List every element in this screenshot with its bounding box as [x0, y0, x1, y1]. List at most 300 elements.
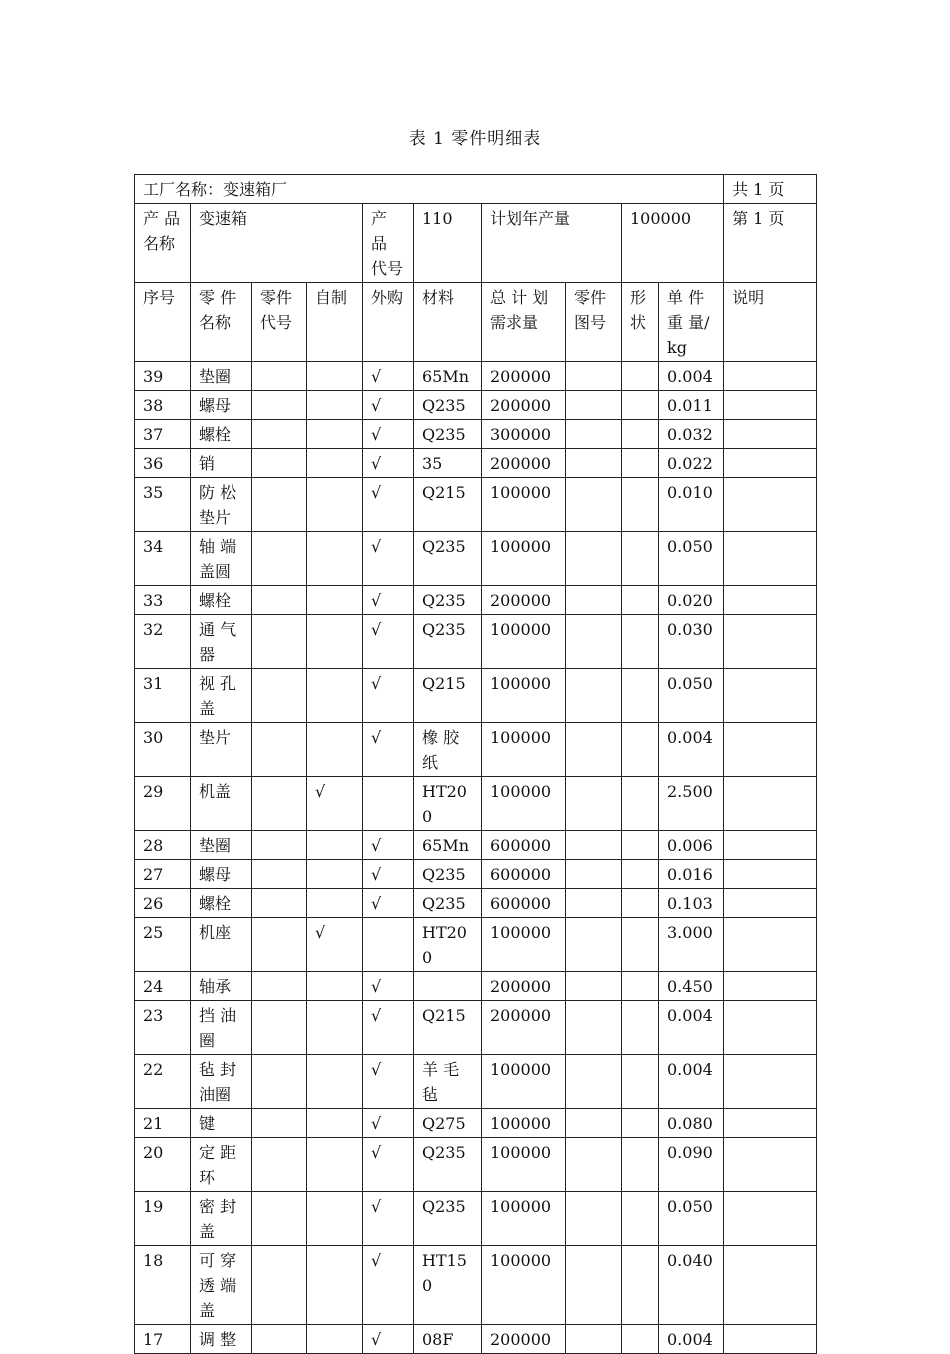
shape [622, 615, 659, 669]
demand: 100000 [482, 1138, 566, 1192]
row-seq: 33 [135, 586, 191, 615]
note [724, 449, 817, 478]
part-code [252, 449, 307, 478]
table-row [135, 831, 817, 860]
shape [622, 972, 659, 1001]
note [724, 860, 817, 889]
purchased-mark: √ [363, 723, 414, 777]
self-made-mark [307, 449, 363, 478]
purchased-mark: √ [363, 1325, 414, 1354]
part-code [252, 1001, 307, 1055]
shape [622, 362, 659, 391]
material: 羊 毛 毡 [414, 1055, 482, 1109]
drawing-no [566, 362, 622, 391]
material [414, 972, 482, 1001]
row-seq: 25 [135, 918, 191, 972]
self-made-mark [307, 1138, 363, 1192]
self-made-mark [307, 1001, 363, 1055]
self-made-mark [307, 420, 363, 449]
material: Q235 [414, 420, 482, 449]
demand: 100000 [482, 532, 566, 586]
shape [622, 1192, 659, 1246]
part-name: 视 孔 盖 [191, 669, 252, 723]
drawing-no [566, 1055, 622, 1109]
shape [622, 831, 659, 860]
table-row [135, 362, 817, 391]
material: 35 [414, 449, 482, 478]
unit-weight: 2.500 [659, 777, 724, 831]
note [724, 1325, 817, 1354]
material: 65Mn [414, 362, 482, 391]
purchased-mark: √ [363, 615, 414, 669]
demand: 200000 [482, 1325, 566, 1354]
demand: 100000 [482, 918, 566, 972]
demand: 100000 [482, 1055, 566, 1109]
row-seq: 18 [135, 1246, 191, 1325]
drawing-no [566, 918, 622, 972]
demand: 600000 [482, 860, 566, 889]
table-row [135, 1246, 817, 1325]
material: 65Mn [414, 831, 482, 860]
plan-value: 100000 [622, 204, 724, 283]
drawing-no [566, 860, 622, 889]
self-made-mark [307, 831, 363, 860]
table-row [135, 1138, 817, 1192]
row-seq: 21 [135, 1109, 191, 1138]
drawing-no [566, 615, 622, 669]
unit-weight: 0.040 [659, 1246, 724, 1325]
table-row [135, 532, 817, 586]
row-seq: 22 [135, 1055, 191, 1109]
part-code [252, 831, 307, 860]
part-code [252, 669, 307, 723]
demand: 100000 [482, 669, 566, 723]
factory-name: 工厂名称：变速箱厂 [135, 175, 724, 204]
purchased-mark: √ [363, 889, 414, 918]
col-drawing: 零件图号 [566, 283, 622, 362]
table-row [135, 1192, 817, 1246]
note [724, 889, 817, 918]
purchased-mark: √ [363, 586, 414, 615]
part-name: 螺栓 [191, 586, 252, 615]
demand: 100000 [482, 615, 566, 669]
product-code: 110 [414, 204, 482, 283]
purchased-mark: √ [363, 1001, 414, 1055]
shape [622, 860, 659, 889]
row-seq: 28 [135, 831, 191, 860]
part-code [252, 1192, 307, 1246]
self-made-mark [307, 1109, 363, 1138]
row-seq: 37 [135, 420, 191, 449]
self-made-mark [307, 1055, 363, 1109]
part-code [252, 362, 307, 391]
part-name: 螺栓 [191, 420, 252, 449]
parts-table [134, 174, 817, 1354]
purchased-mark: √ [363, 972, 414, 1001]
table-row [135, 1109, 817, 1138]
demand: 100000 [482, 723, 566, 777]
drawing-no [566, 777, 622, 831]
col-weight: 单 件 重 量/kg [659, 283, 724, 362]
material: HT200 [414, 918, 482, 972]
drawing-no [566, 669, 622, 723]
self-made-mark [307, 615, 363, 669]
shape [622, 889, 659, 918]
note [724, 478, 817, 532]
note [724, 532, 817, 586]
total-pages: 共 1 页 [724, 175, 817, 204]
purchased-mark [363, 777, 414, 831]
purchased-mark: √ [363, 831, 414, 860]
material: Q235 [414, 860, 482, 889]
unit-weight: 3.000 [659, 918, 724, 972]
note [724, 420, 817, 449]
part-code [252, 1138, 307, 1192]
shape [622, 1246, 659, 1325]
purchased-mark: √ [363, 669, 414, 723]
table-row [135, 860, 817, 889]
material: Q275 [414, 1109, 482, 1138]
part-code [252, 972, 307, 1001]
shape [622, 1325, 659, 1354]
header-row-factory [135, 175, 817, 204]
unit-weight: 0.030 [659, 615, 724, 669]
material: 08F [414, 1325, 482, 1354]
drawing-no [566, 478, 622, 532]
demand: 100000 [482, 777, 566, 831]
part-name: 螺母 [191, 860, 252, 889]
part-name: 机盖 [191, 777, 252, 831]
drawing-no [566, 1109, 622, 1138]
part-code [252, 478, 307, 532]
drawing-no [566, 420, 622, 449]
row-seq: 17 [135, 1325, 191, 1354]
part-code [252, 1109, 307, 1138]
shape [622, 420, 659, 449]
unit-weight: 0.011 [659, 391, 724, 420]
shape [622, 586, 659, 615]
unit-weight: 0.004 [659, 362, 724, 391]
note [724, 615, 817, 669]
self-made-mark: √ [307, 777, 363, 831]
unit-weight: 0.032 [659, 420, 724, 449]
material: Q215 [414, 478, 482, 532]
col-purchased: 外购 [363, 283, 414, 362]
product-code-label: 产 品 代号 [363, 204, 414, 283]
self-made-mark [307, 669, 363, 723]
note [724, 669, 817, 723]
drawing-no [566, 723, 622, 777]
self-made-mark [307, 362, 363, 391]
shape [622, 1109, 659, 1138]
row-seq: 31 [135, 669, 191, 723]
part-name: 通 气 器 [191, 615, 252, 669]
part-name: 调 整 [191, 1325, 252, 1354]
drawing-no [566, 532, 622, 586]
material: Q235 [414, 532, 482, 586]
part-code [252, 1246, 307, 1325]
product-name-label: 产 品 名称 [135, 204, 191, 283]
col-material: 材料 [414, 283, 482, 362]
purchased-mark: √ [363, 532, 414, 586]
row-seq: 39 [135, 362, 191, 391]
purchased-mark: √ [363, 391, 414, 420]
col-shape: 形状 [622, 283, 659, 362]
drawing-no [566, 391, 622, 420]
self-made-mark [307, 1325, 363, 1354]
drawing-no [566, 1192, 622, 1246]
material: HT200 [414, 777, 482, 831]
row-seq: 19 [135, 1192, 191, 1246]
table-row [135, 391, 817, 420]
part-code [252, 532, 307, 586]
note [724, 1192, 817, 1246]
table-row [135, 669, 817, 723]
column-header-row [135, 283, 817, 362]
plan-label: 计划年产量 [482, 204, 622, 283]
material: Q235 [414, 615, 482, 669]
note [724, 831, 817, 860]
purchased-mark: √ [363, 1138, 414, 1192]
col-demand: 总 计 划 需求量 [482, 283, 566, 362]
purchased-mark: √ [363, 449, 414, 478]
part-code [252, 586, 307, 615]
note [724, 1001, 817, 1055]
drawing-no [566, 1325, 622, 1354]
part-code [252, 615, 307, 669]
header-row-product [135, 204, 817, 283]
self-made-mark [307, 1246, 363, 1325]
purchased-mark: √ [363, 362, 414, 391]
demand: 200000 [482, 362, 566, 391]
shape [622, 918, 659, 972]
unit-weight: 0.004 [659, 1325, 724, 1354]
material: HT150 [414, 1246, 482, 1325]
note [724, 777, 817, 831]
self-made-mark [307, 723, 363, 777]
part-name: 毡 封 油圈 [191, 1055, 252, 1109]
self-made-mark: √ [307, 918, 363, 972]
unit-weight: 0.022 [659, 449, 724, 478]
demand: 200000 [482, 972, 566, 1001]
table-row [135, 449, 817, 478]
shape [622, 1001, 659, 1055]
part-code [252, 860, 307, 889]
material: Q235 [414, 889, 482, 918]
unit-weight: 0.004 [659, 723, 724, 777]
note [724, 972, 817, 1001]
self-made-mark [307, 889, 363, 918]
material: Q235 [414, 391, 482, 420]
part-name: 轴 端 盖圆 [191, 532, 252, 586]
shape [622, 1138, 659, 1192]
purchased-mark: √ [363, 1192, 414, 1246]
table-row [135, 918, 817, 972]
part-name: 防 松 垫片 [191, 478, 252, 532]
drawing-no [566, 972, 622, 1001]
row-seq: 34 [135, 532, 191, 586]
table-row [135, 478, 817, 532]
part-name: 垫圈 [191, 831, 252, 860]
row-seq: 35 [135, 478, 191, 532]
page-number: 第 1 页 [724, 204, 817, 283]
part-code [252, 723, 307, 777]
table-row [135, 586, 817, 615]
note [724, 586, 817, 615]
part-code [252, 1325, 307, 1354]
part-name: 密 封 盖 [191, 1192, 252, 1246]
part-name: 挡 油 圈 [191, 1001, 252, 1055]
note [724, 1246, 817, 1325]
material: Q215 [414, 1001, 482, 1055]
note [724, 723, 817, 777]
purchased-mark: √ [363, 478, 414, 532]
part-code [252, 1055, 307, 1109]
row-seq: 32 [135, 615, 191, 669]
unit-weight: 0.050 [659, 532, 724, 586]
table-row [135, 1001, 817, 1055]
part-name: 轴承 [191, 972, 252, 1001]
page-title: 表 1 零件明细表 [408, 129, 542, 149]
unit-weight: 0.004 [659, 1055, 724, 1109]
drawing-no [566, 1138, 622, 1192]
col-code: 零件代号 [252, 283, 307, 362]
note [724, 362, 817, 391]
shape [622, 449, 659, 478]
product-name: 变速箱 [191, 204, 363, 283]
material: Q235 [414, 1192, 482, 1246]
demand: 200000 [482, 391, 566, 420]
part-name: 键 [191, 1109, 252, 1138]
unit-weight: 0.450 [659, 972, 724, 1001]
demand: 100000 [482, 1109, 566, 1138]
part-name: 垫圈 [191, 362, 252, 391]
note [724, 1055, 817, 1109]
part-name: 螺栓 [191, 889, 252, 918]
row-seq: 26 [135, 889, 191, 918]
shape [622, 669, 659, 723]
shape [622, 478, 659, 532]
demand: 100000 [482, 1192, 566, 1246]
purchased-mark: √ [363, 420, 414, 449]
self-made-mark [307, 972, 363, 1001]
drawing-no [566, 1001, 622, 1055]
note [724, 391, 817, 420]
demand: 200000 [482, 1001, 566, 1055]
unit-weight: 0.103 [659, 889, 724, 918]
drawing-no [566, 449, 622, 478]
part-name: 可 穿 透 端 盖 [191, 1246, 252, 1325]
demand: 100000 [482, 1246, 566, 1325]
row-seq: 38 [135, 391, 191, 420]
unit-weight: 0.004 [659, 1001, 724, 1055]
shape [622, 1055, 659, 1109]
unit-weight: 0.080 [659, 1109, 724, 1138]
part-code [252, 391, 307, 420]
table-row [135, 420, 817, 449]
row-seq: 36 [135, 449, 191, 478]
part-code [252, 420, 307, 449]
col-self-made: 自制 [307, 283, 363, 362]
row-seq: 27 [135, 860, 191, 889]
purchased-mark: √ [363, 860, 414, 889]
demand: 300000 [482, 420, 566, 449]
shape [622, 532, 659, 586]
purchased-mark: √ [363, 1055, 414, 1109]
material: 橡 胶 纸 [414, 723, 482, 777]
table-row [135, 615, 817, 669]
row-seq: 29 [135, 777, 191, 831]
demand: 200000 [482, 449, 566, 478]
demand: 600000 [482, 831, 566, 860]
part-code [252, 889, 307, 918]
material: Q215 [414, 669, 482, 723]
table-row [135, 1055, 817, 1109]
table-row [135, 777, 817, 831]
col-name: 零 件 名称 [191, 283, 252, 362]
unit-weight: 0.050 [659, 1192, 724, 1246]
demand: 200000 [482, 586, 566, 615]
purchased-mark: √ [363, 1109, 414, 1138]
drawing-no [566, 831, 622, 860]
note [724, 918, 817, 972]
purchased-mark: √ [363, 1246, 414, 1325]
col-note: 说明 [724, 283, 817, 362]
demand: 600000 [482, 889, 566, 918]
row-seq: 24 [135, 972, 191, 1001]
unit-weight: 0.016 [659, 860, 724, 889]
col-seq: 序号 [135, 283, 191, 362]
note [724, 1138, 817, 1192]
table-row [135, 723, 817, 777]
unit-weight: 0.010 [659, 478, 724, 532]
part-code [252, 918, 307, 972]
shape [622, 777, 659, 831]
part-name: 销 [191, 449, 252, 478]
self-made-mark [307, 391, 363, 420]
row-seq: 23 [135, 1001, 191, 1055]
material: Q235 [414, 586, 482, 615]
demand: 100000 [482, 478, 566, 532]
unit-weight: 0.090 [659, 1138, 724, 1192]
unit-weight: 0.050 [659, 669, 724, 723]
self-made-mark [307, 532, 363, 586]
purchased-mark [363, 918, 414, 972]
part-name: 垫片 [191, 723, 252, 777]
part-name: 机座 [191, 918, 252, 972]
note [724, 1109, 817, 1138]
row-seq: 20 [135, 1138, 191, 1192]
part-name: 定 距 环 [191, 1138, 252, 1192]
self-made-mark [307, 586, 363, 615]
shape [622, 391, 659, 420]
material: Q235 [414, 1138, 482, 1192]
row-seq: 30 [135, 723, 191, 777]
shape [622, 723, 659, 777]
table-row [135, 889, 817, 918]
unit-weight: 0.006 [659, 831, 724, 860]
self-made-mark [307, 1192, 363, 1246]
part-code [252, 777, 307, 831]
drawing-no [566, 586, 622, 615]
part-name: 螺母 [191, 391, 252, 420]
self-made-mark [307, 478, 363, 532]
unit-weight: 0.020 [659, 586, 724, 615]
drawing-no [566, 889, 622, 918]
drawing-no [566, 1246, 622, 1325]
self-made-mark [307, 860, 363, 889]
table-row [135, 972, 817, 1001]
